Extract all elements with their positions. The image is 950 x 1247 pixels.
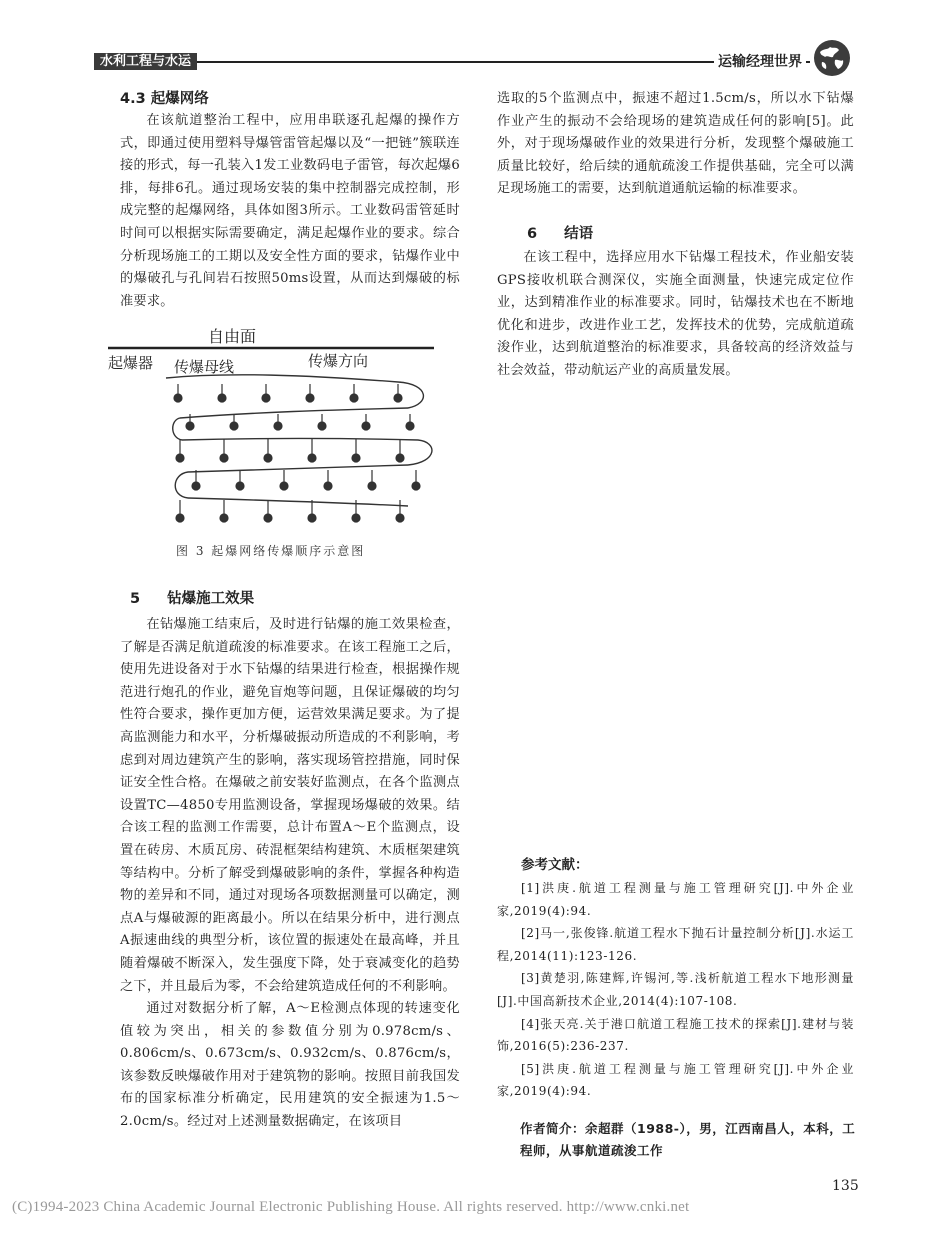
blast-hole-node [362, 422, 370, 430]
blast-hole-node [308, 514, 316, 522]
label-direction: 传爆方向 [308, 352, 369, 370]
section-4-3-paragraph: 在该航道整治工程中，应用串联逐孔起爆的操作方式，即通过使用塑料导爆管雷管起爆以及“一把链”簇联连接的形式，每一孔装入1发工业数码电子雷管，每次起爆6排，每排6孔。通过现场安装的集中控制器完成控制，形成完整的起爆网络，具体如图3所示。工业数码雷管延时时间可以根据实际需要确定，满足起爆作业的要求。综合分析现场施工的工期以及安全性方面的要求，钻爆作业中的爆破孔与孔间岩石按照50ms设置，从而达到爆破的标准要求。 [120, 113, 460, 309]
section-6-paragraph: 在该工程中，选择应用水下钻爆工程技术，作业船安装GPS接收机联合测深仪，实施全面测量，快速完成定位作业，达到精准作业的标准要求。同时，钻爆技术也在不断地优化和进步，改进作业工艺，发挥技术的优势，完成航道疏浚作业，达到航道整治的标准要求，具备较高的经济效益与社会效益，带动航运产业的高质量发展。 [497, 249, 854, 378]
blast-hole-node [174, 394, 182, 402]
blast-hole-node [220, 514, 228, 522]
journal-name: 运输经理世界 [714, 52, 806, 72]
blast-hole-node [368, 482, 376, 490]
section-5-paragraph-2: 通过对数据分析了解，A～E检测点体现的转速变化值较为突出，相关的参数值分别为0.978cm/s、0.806cm/s、0.673cm/s、0.932cm/s、0.876cm/s，该参数反映爆破作用对于建筑物的影响。按照目前我国发布的国家标准分析确定，民用建筑的安全振速为1.5～2.0cm/s。经过对上述测量数据确定，在该项目 [120, 1001, 460, 1130]
section-4-3-heading: 4.3 起爆网络 [120, 91, 209, 107]
blast-hole-node [192, 482, 200, 490]
left-column-lower [120, 588, 460, 1134]
section-6-title: 结语 [564, 225, 594, 242]
blast-hole-node [352, 454, 360, 462]
blast-hole-node [352, 514, 360, 522]
right-column [497, 88, 854, 383]
wire-network [166, 375, 432, 506]
blast-hole-node [318, 422, 326, 430]
section-5-heading [130, 588, 460, 610]
section-5-paragraph-1: 在钻爆施工结束后，及时进行钻爆的施工效果检查，了解是否满足航道疏浚的标准要求。在该工程施工之后，使用先进设备对于水下钻爆的结果进行检查，根据操作规范进行炮孔的作业，避免盲炮等问题，且保证爆破的均匀性符合要求，操作更加方便，运营效果满足要求。为了提高监测能力和水平，分析爆破振动所造成的不利影响，考虑到对周边建筑产生的影响，落实现场管控措施，同时保证安全性合格。在爆破之前安装好监测点，在各个监测点设置TC—4850专用监测设备，掌握现场爆破的效果。结合该工程的监测工作需要，总计布置A～E个监测点，设置在砖房、木质瓦房、砖混框架结构建筑、木质框架建筑等结构中。分析了解受到爆破影响的条件，掌握各种构造物的差异和不同，通过对现场各项数据测量可以确定，测点A与爆破源的距离最小。所以在结果分析中，进行测点A振速曲线的典型分析，该位置的振速处在最高峰，并且随着爆破不断深入，发生强度下降，处于衰减变化的趋势之下，并且最后为零，不会给建筑造成任何的不利影响。 [120, 617, 460, 994]
blast-hole-node [218, 394, 226, 402]
blast-hole-node [220, 454, 228, 462]
blast-hole-node [264, 454, 272, 462]
blast-hole-node [176, 454, 184, 462]
blast-hole-node [350, 394, 358, 402]
reference-item: [1]洪庚.航道工程测量与施工管理研究[J].中外企业家,2019(4):94. [497, 881, 854, 918]
blast-hole-node [236, 482, 244, 490]
figure-3-caption: 图 3 起爆网络传爆顺序示意图 [176, 544, 366, 558]
reference-item: [2]马一,张俊锋.航道工程水下抛石计量控制分析[J].水运工程,2014(11):123-126. [497, 926, 854, 963]
label-detonator: 起爆器 [108, 354, 154, 372]
page-number: 135 [832, 1178, 859, 1194]
blast-hole-node [264, 514, 272, 522]
blast-hole-node [230, 422, 238, 430]
section-5-title: 钻爆施工效果 [167, 591, 255, 607]
blast-hole-node [262, 394, 270, 402]
author-bio: 作者简介：余超群（1988-），男，江西南昌人，本科，工程师，从事航道疏浚工作 [520, 1121, 856, 1158]
section-5-continuation [497, 88, 854, 201]
blast-hole-node [176, 514, 184, 522]
blast-hole-node [324, 482, 332, 490]
journal-section-label: 水利工程与水运 [94, 53, 197, 70]
continuation-text: 选取的5个监测点中，振速不超过1.5cm/s，所以水下钻爆作业产生的振动不会给现场的建筑造成任何的影响[5]。此外，对于现场爆破作业的效果进行分析，发现整个爆破施工质量比较好，给后续的通航疏浚工作提供基础，完全可以满足现场施工的需要，达到航道通航运输的标准要求。 [497, 91, 854, 197]
blast-hole-node [394, 394, 402, 402]
reference-item: [5]洪庚.航道工程测量与施工管理研究[J].中外企业家,2019(4):94. [497, 1061, 854, 1099]
section-6-heading [527, 223, 854, 245]
section-6-number: 6 [527, 225, 538, 242]
blast-hole-node [274, 422, 282, 430]
blast-hole-node [396, 454, 404, 462]
label-free-surface: 自由面 [208, 327, 257, 346]
references [497, 853, 854, 1103]
figure-3-detonation-network [108, 320, 438, 540]
header-rule [94, 61, 810, 63]
section-5-number: 5 [130, 591, 141, 607]
blast-hole-node [308, 454, 316, 462]
blast-hole-node [396, 514, 404, 522]
reference-item: [3]黄楚羽,陈建辉,许锡河,等.浅析航道工程水下地形测量[J].中国高新技术企业,2014(4):107-108. [497, 971, 854, 1008]
blast-hole-node [186, 422, 194, 430]
blast-hole-node [406, 422, 414, 430]
reference-item: [4]张天亮.关于港口航道工程施工技术的探索[J].建材与装饰,2016(5):236-237. [497, 1016, 854, 1054]
label-bus-line: 传爆母线 [174, 358, 235, 376]
blast-hole-node [280, 482, 288, 490]
blast-hole-node [412, 482, 420, 490]
left-column [120, 88, 460, 313]
blast-hole-node [306, 394, 314, 402]
globe-logo-icon [812, 38, 852, 78]
copyright-footer: (C)1994-2023 China Academic Journal Electronic Publishing House. All rights reserved. http://www.cnki.net [12, 1199, 690, 1215]
references-title: 参考文献： [521, 857, 589, 873]
